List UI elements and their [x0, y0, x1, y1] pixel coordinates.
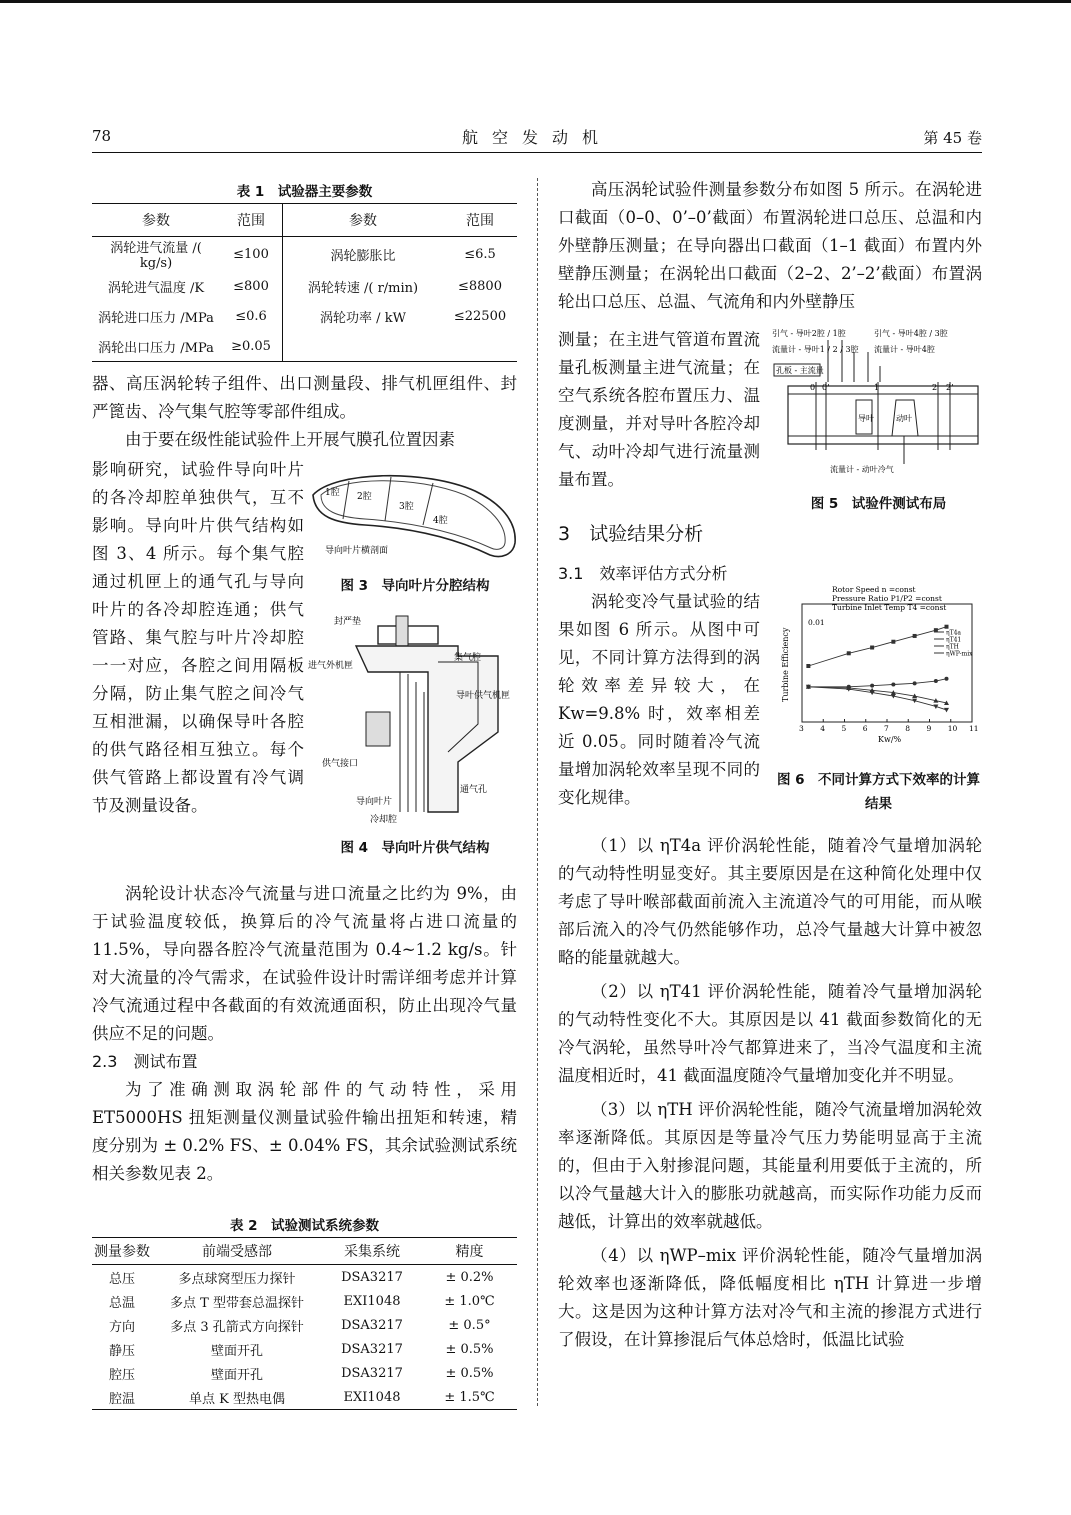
legend-label: ηT4a [946, 629, 961, 637]
right-heading3 [558, 514, 982, 554]
table-cell: 壁面开孔 [210, 1367, 263, 1383]
right-text-top [558, 176, 982, 316]
table1-header [92, 204, 517, 237]
table-cell: 总温 [108, 1295, 135, 1311]
table-cell: DSA3217 [341, 1365, 403, 1381]
table2-header-cell: 精度 [422, 1238, 517, 1265]
table2-header-cell: 测量参数 [92, 1238, 152, 1265]
table-cell: 涡轮进气流量 /( kg/s) [110, 241, 202, 271]
data-point [870, 684, 874, 688]
fig4-label: 封严垫 [334, 617, 362, 627]
table-cell: 腔温 [92, 1385, 152, 1410]
table-cell: 涡轮进口压力 /MPa [98, 310, 214, 326]
data-point [891, 682, 895, 686]
table1 [92, 203, 517, 362]
table-cell: 多点 3 孔箭式方向探针 [170, 1319, 304, 1335]
fig4-label: 进气外机匣 [308, 661, 354, 671]
chart-annotation: Pressure Ratio P1/P2 =const [832, 594, 942, 603]
table-cell: 方向 [108, 1319, 135, 1335]
table2-header-cell: 前端受感部 [152, 1238, 322, 1265]
fig5-label: 流量计 - 动叶冷气 [830, 465, 894, 474]
volume-label: 第 45 卷 [923, 129, 982, 147]
right-text-wrap1 [558, 326, 760, 494]
page-number: 78 [92, 127, 112, 145]
fig5-label: 引气 - 导叶4腔 / 3腔 [874, 329, 948, 338]
fig5-station: 0 [810, 383, 816, 392]
series-line [808, 679, 946, 687]
fig5-label: 孔板 - 主流量 [776, 366, 824, 375]
legend-label: ηWP-mix [946, 650, 973, 658]
table-cell: 腔压 [108, 1367, 135, 1383]
section-heading: 2.3 测试布置 [92, 1052, 198, 1071]
fig4-label: 冷却腔 [370, 815, 398, 825]
table2-header [92, 1238, 517, 1265]
table-cell: 涡轮出口压力 /MPa [92, 331, 220, 362]
table-row [92, 1337, 517, 1361]
paragraph: 测量；在主进气管道布置流量孔板测量主进气流量；在空气系统各腔布置压力、温度测量，并对导叶各腔冷却气、动叶冷却气进行流量测量布置。 [558, 330, 760, 489]
x-tick-label: 3 [799, 724, 804, 733]
table-cell: ± 1.0℃ [444, 1293, 495, 1309]
top-rule [0, 0, 1071, 3]
figure3-blade-section [305, 463, 520, 563]
table-row [92, 1361, 517, 1385]
table2-header-cell: 采集系统 [322, 1238, 422, 1265]
column-divider [537, 178, 538, 1406]
figure6-caption: 图 6 不同计算方式下效率的计算结果 [776, 772, 981, 812]
figure4-supply-structure [308, 612, 520, 830]
chart-annotation: Rotor Speed n =const [832, 585, 916, 594]
fig5-label: 引气 - 导叶2腔 / 1腔 [772, 329, 846, 338]
fig5-station: 1 [874, 383, 880, 392]
table2-caption: 表 2 试验测试系统参数 [229, 1218, 380, 1234]
figure5-test-layout [768, 326, 982, 478]
table-row [92, 271, 517, 301]
paragraph: 由于要在级性能试验件上开展气膜孔位置因素 [125, 430, 455, 449]
right-text-wrap2 [558, 560, 760, 812]
series-line [808, 627, 946, 666]
table-cell: DSA3217 [341, 1269, 403, 1285]
data-point [913, 681, 917, 685]
fig3-label: 导向叶片横剖面 [325, 546, 389, 556]
figure6-efficiency-chart [772, 584, 982, 744]
table-cell: ± 0.5° [448, 1317, 491, 1333]
paragraph: 涡轮变冷气量试验的结果如图 6 所示。从图中可见，不同计算方法得到的涡轮效率差异较大，在 Kw=9.8% 时，效率相差近 0.05。同时随着冷气流量增加涡轮效率呈现不同的变化规律。 [558, 592, 760, 807]
left-text-bottom [92, 880, 517, 1188]
figure5-caption: 图 5 试验件测试布局 [810, 496, 947, 512]
paragraph: （4）以 ηWP–mix 评价涡轮性能，随冷气量增加涡轮效率也逐渐降低，降低幅度相比 ηTH 计算进一步增大。这是因为这种计算方法对冷气和主流的掺混方式进行了假设，在计算掺混后气体总焓时，低温比试验 [558, 1246, 982, 1349]
paragraph: （3）以 ηTH 评价涡轮性能，随冷气流量增加涡轮效率逐渐降低。其原因是等量冷气压力势能明显高于主流的，但由于入射掺混问题，其能量利用要低于主流的，所以冷气量越大计入的膨胀功就越高，而实际作功能力反而越低，计算出的效率就越低。 [558, 1100, 982, 1231]
fig5-station: 0’ [822, 383, 830, 392]
fig5-station: 2 [932, 383, 938, 392]
data-point [913, 634, 917, 638]
page-header [92, 125, 982, 153]
left-text-top [92, 370, 517, 454]
table-cell: ≤6.5 [464, 246, 496, 262]
fig5-station: 2’ [946, 383, 954, 392]
paragraph: 为了准确测取涡轮部件的气动特性，采用 ET5000HS 扭矩测量仪测量试验件输出扭矩和转速，精度分别为 ± 0.2% FS、± 0.04% FS，其余试验测试系统相关参数见表 2。 [92, 1080, 517, 1183]
header-rule [92, 152, 982, 153]
chart-annotation: Turbine Inlet Temp T4 =const [832, 603, 947, 612]
fig3-label: 4腔 [433, 516, 448, 526]
x-tick-label: 6 [862, 724, 868, 733]
table-cell: 总压 [108, 1271, 135, 1287]
x-tick-label: 8 [905, 724, 911, 733]
section-heading: 3 试验结果分析 [558, 523, 704, 545]
x-axis-label: Kw/% [878, 735, 902, 744]
data-point [945, 625, 949, 629]
table1-caption: 表 1 试验器主要参数 [236, 184, 373, 200]
table-row [92, 1385, 517, 1410]
table-cell: ± 0.2% [445, 1269, 494, 1285]
data-point [944, 708, 949, 713]
table-cell: DSA3217 [341, 1341, 403, 1357]
table-row [92, 1289, 517, 1313]
table-cell: 涡轮进气温度 /K [107, 280, 205, 296]
paragraph: 影响研究，试验件导向叶片的各冷却腔单独供气，互不影响。导向叶片供气结构如图 3、4 所示。每个集气腔通过机匣上的通气孔与导向叶片的各冷却腔连通；供气管路、集气腔与叶片冷却腔一一对应，各腔之间用隔板分隔，防止集气腔之间冷气互相泄漏，以确保导叶各腔的供气路径相互独立。每个供气管路上都设置有冷气调节及测量设备。 [92, 460, 304, 815]
paragraph: 器、高压涡轮转子组件、出口测量段、排气机匣组件、封严篦齿、冷气集气腔等零部件组成。 [92, 374, 517, 421]
table-cell [283, 331, 444, 362]
table-cell: EXI1048 [343, 1293, 401, 1309]
fig4-label: 导叶供气机匣 [456, 691, 511, 701]
table-cell: ≥0.05 [220, 331, 283, 362]
fig5-label: 流量计 - 导叶1 / 2 / 3腔 [772, 345, 859, 354]
fig4-label: 集气腔 [454, 653, 482, 663]
table1-header-cell: 参数 [283, 204, 444, 237]
right-text-bottom [558, 832, 982, 1354]
table-row [92, 1265, 517, 1290]
table-row [92, 331, 517, 362]
table-cell: ± 0.5% [445, 1365, 494, 1381]
figure3-caption: 图 3 导向叶片分腔结构 [340, 578, 490, 594]
data-point [847, 651, 851, 655]
table-cell: ≤800 [220, 271, 283, 301]
cooling-passages [400, 672, 424, 812]
table1-header-cell: 范围 [443, 204, 517, 237]
table-cell: 涡轮转速 /( r/min) [307, 280, 419, 296]
chart-marks [799, 625, 979, 733]
table-cell: 多点 T 型带套总温探针 [170, 1295, 304, 1311]
x-tick-label: 10 [947, 724, 958, 733]
supply-port [366, 712, 390, 746]
table-cell: 多点球窝型压力探针 [178, 1271, 296, 1287]
x-tick-label: 5 [841, 724, 847, 733]
table-cell [443, 331, 517, 362]
y-axis-label: Turbine Efficiency [781, 627, 790, 702]
scale-mark: 0.01 [808, 618, 825, 627]
fig4-label: 通气孔 [460, 785, 488, 795]
fig3-label: 1腔 [325, 488, 340, 498]
legend-label: ηTH [946, 643, 959, 651]
legend-label: ηT41 [946, 636, 962, 644]
figure4-caption: 图 4 导向叶片供气结构 [340, 840, 490, 856]
fig4-label: 供气接口 [322, 759, 359, 769]
series-line [808, 687, 946, 703]
left-text-wrap [92, 456, 304, 820]
table-row [92, 237, 517, 272]
data-point [891, 640, 895, 644]
table-row [92, 1313, 517, 1337]
fig5-label: 流量计 - 导叶4腔 [874, 345, 935, 354]
table-cell: 单点 K 型热电偶 [152, 1385, 322, 1410]
data-point [870, 646, 874, 650]
fig4-label: 导向叶片 [356, 797, 393, 807]
table-cell: 涡轮功率 / kW [320, 310, 406, 326]
table-cell: 涡轮膨胀比 [330, 248, 396, 264]
table1-header-cell: 范围 [220, 204, 283, 237]
table-cell: ≤0.6 [220, 301, 283, 331]
table1-header-cell: 参数 [92, 204, 220, 237]
x-tick-label: 11 [969, 724, 979, 733]
x-tick-label: 4 [820, 724, 826, 733]
paragraph: （1）以 ηT4a 评价涡轮性能，随着冷气量增加涡轮的气动特性明显变好。其主要原因是在这种简化处理中仅考虑了导叶喉部截面前流入主流道冷气的可用能，而从喉部后流入的冷气仍然能够作功，总冷气量越大计算中被忽略的能量就越大。 [558, 836, 982, 967]
data-point [945, 677, 949, 681]
x-tick-label: 9 [926, 724, 932, 733]
fig5-label: 导叶 [858, 414, 874, 423]
table-cell: ± 1.5℃ [422, 1385, 517, 1410]
x-tick-label: 7 [884, 724, 889, 733]
paragraph: （2）以 ηT41 评价涡轮性能，随着冷气量增加涡轮的气动特性变化不大。其原因是以 41 截面参数简化的无冷气涡轮，虽然导叶冷气都算进来了，当冷气温度和主流温度相近时，41 截面温度随冷气量增加变化并不明显。 [558, 982, 982, 1085]
journal-title: 航空发动机 [461, 128, 612, 147]
data-point [934, 679, 938, 683]
table-cell: ≤100 [220, 237, 283, 272]
paragraph: 高压涡轮试验件测量参数分布如图 5 所示。在涡轮进口截面（0–0、0’–0’截面）布置涡轮进口总压、总温和内外壁静压测量；在导向器出口截面（1–1 截面）布置内外壁静压测量；在涡轮出口截面（2–2、2’–2’截面）布置涡轮出口总压、总温、气流角和内外壁静压 [558, 180, 982, 311]
data-point [806, 664, 810, 668]
table-cell: EXI1048 [322, 1385, 422, 1410]
table-cell: 壁面开孔 [210, 1343, 263, 1359]
table-row [92, 301, 517, 331]
table-cell: ≤22500 [453, 308, 507, 324]
fig3-label: 2腔 [357, 492, 372, 502]
fig5-label: 动叶 [896, 414, 912, 423]
subsection-heading: 3.1 效率评估方式分析 [558, 564, 728, 583]
table2 [92, 1237, 517, 1410]
table-cell: ≤8800 [458, 278, 502, 294]
table-cell: 静压 [108, 1343, 135, 1359]
fig3-label: 3腔 [399, 502, 414, 512]
table-cell: ± 0.5% [445, 1341, 494, 1357]
paragraph: 涡轮设计状态冷气流量与进口流量之比约为 9%，由于试验温度较低，换算后的冷气流量将占进口流量的 11.5%，导向器各腔冷气流量范围为 0.4~1.2 kg/s。针对大流量的冷气需求，在试验件设计时需详细考虑并计算冷气流通过程中各截面的有效流通面积，防止出现冷气量供应不足的问题。 [92, 884, 517, 1043]
table-cell: DSA3217 [341, 1317, 403, 1333]
